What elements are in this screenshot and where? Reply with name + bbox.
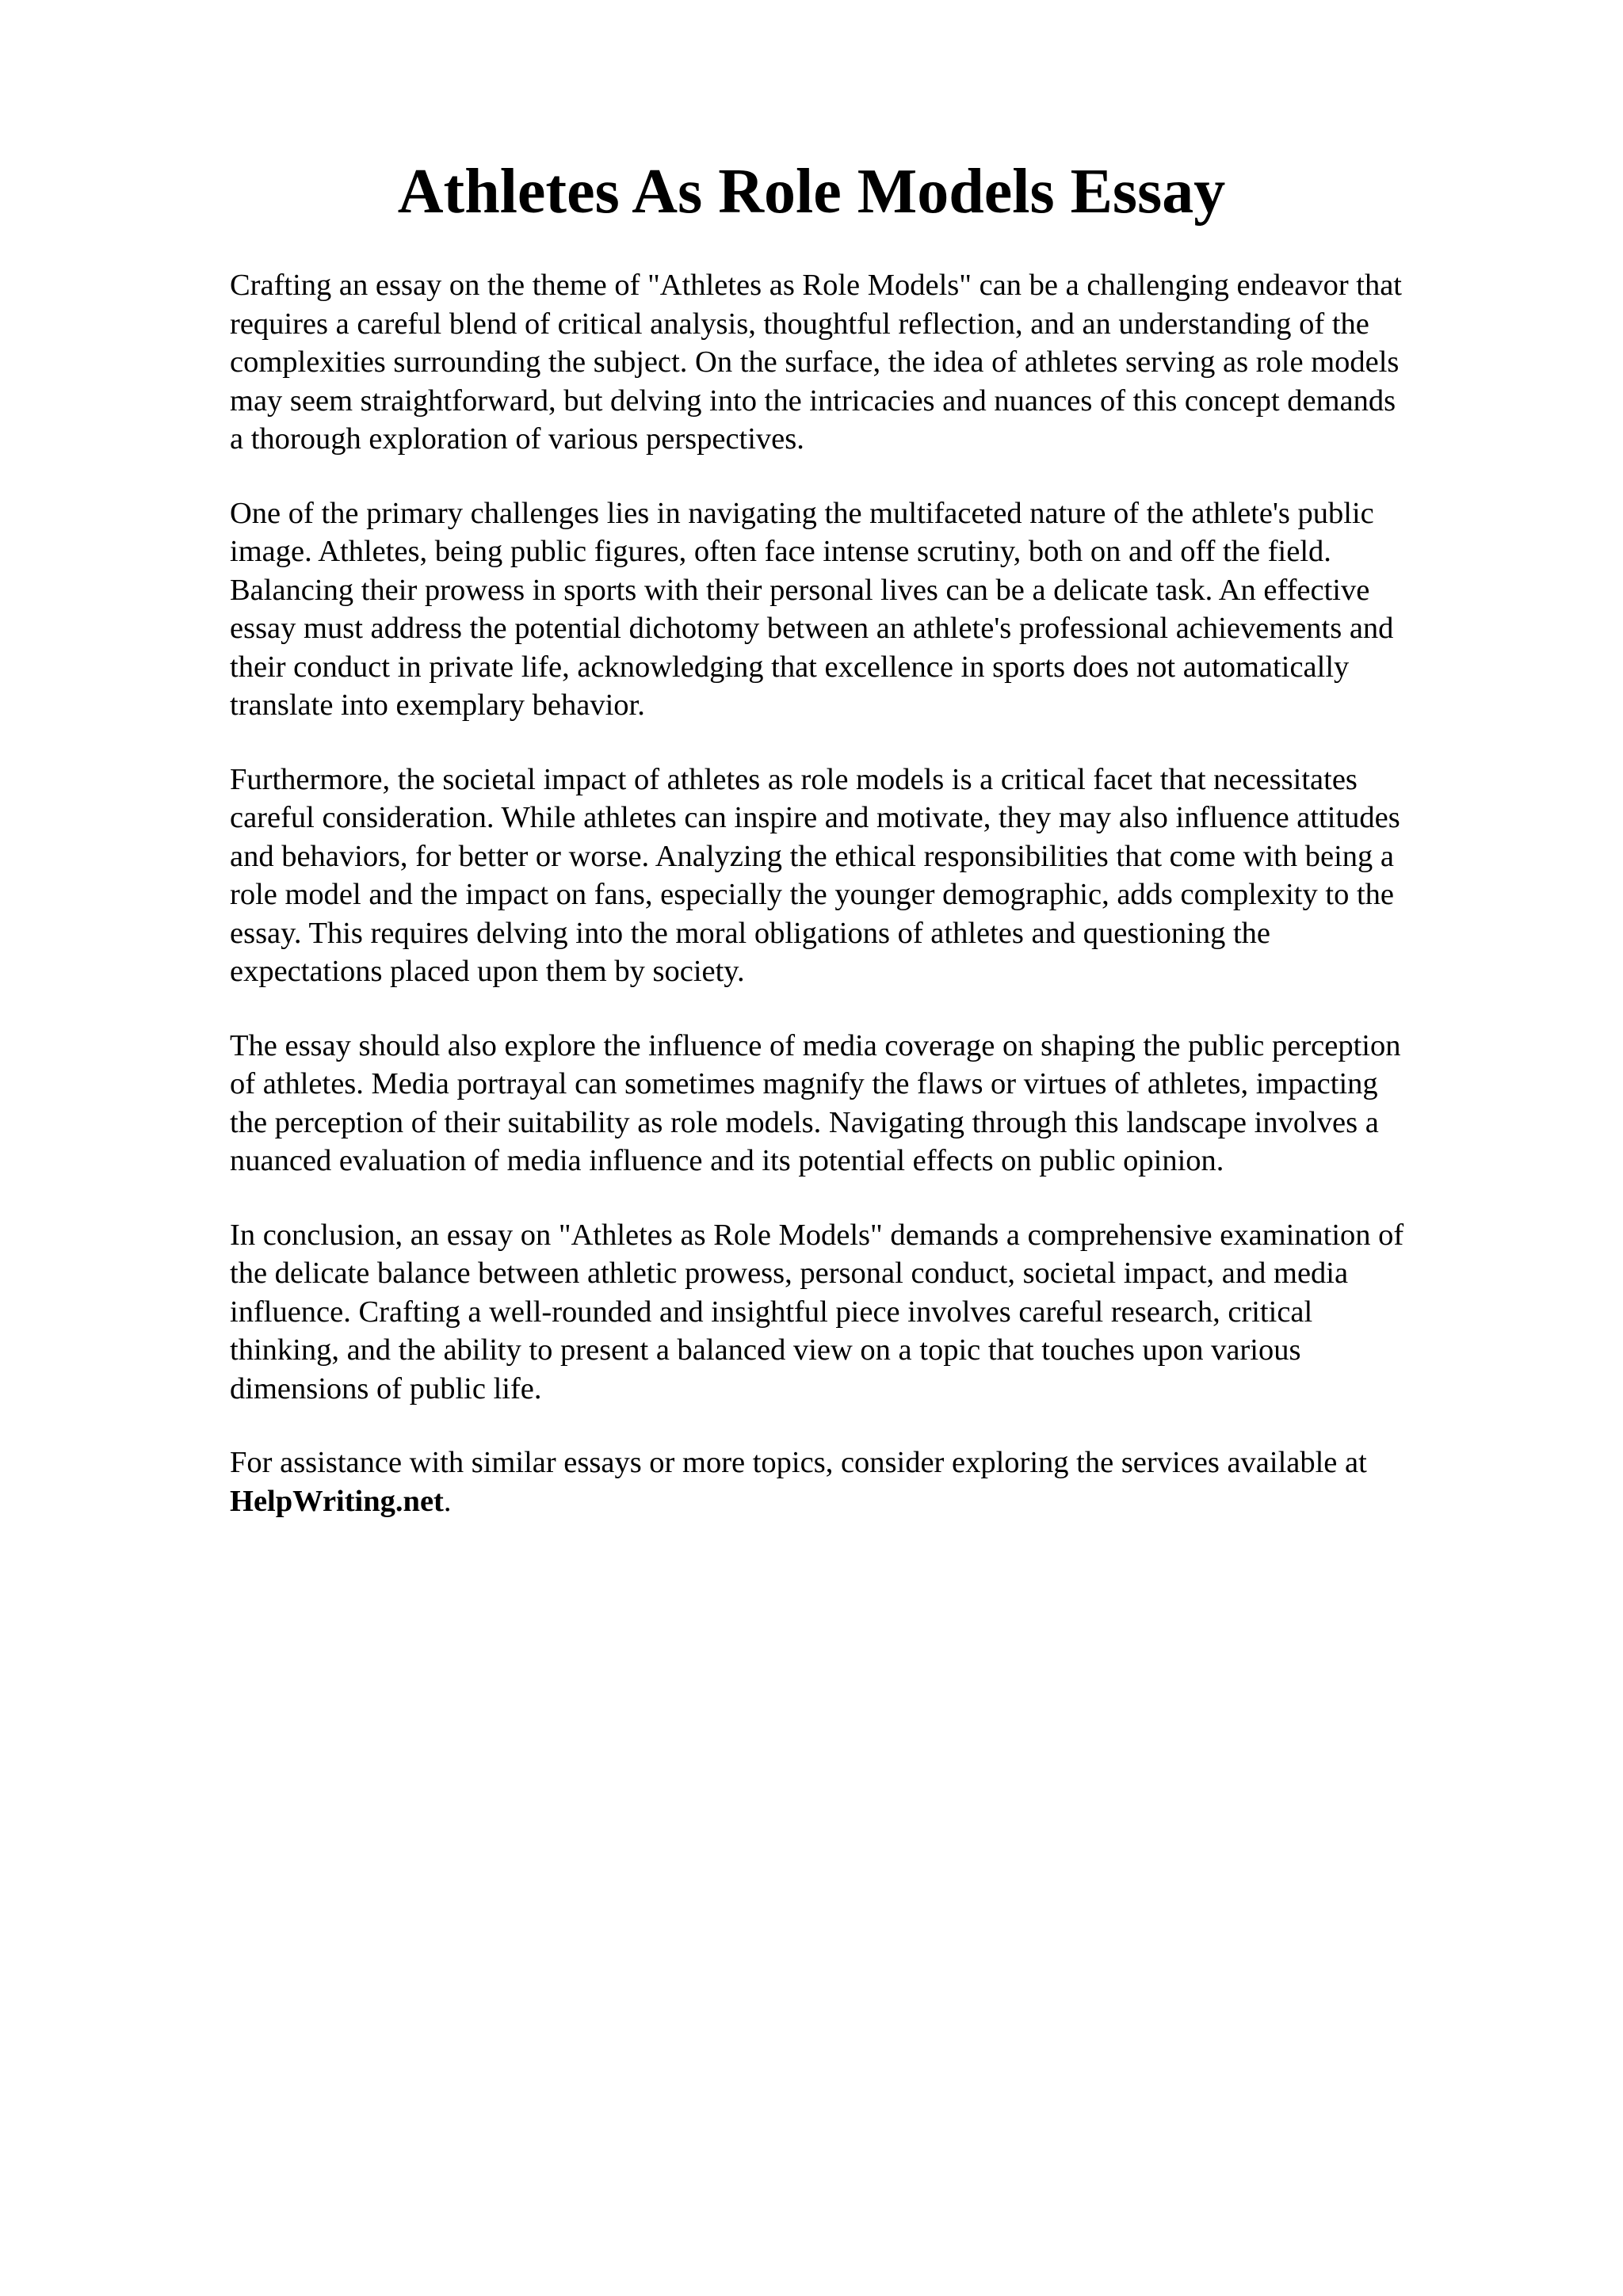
closing-period: .	[443, 1484, 452, 1518]
paragraph-line: translate into exemplary behavior.	[230, 688, 645, 722]
paragraph-line: influence. Crafting a well-rounded and insightful piece involves careful research, critical	[230, 1295, 1313, 1329]
closing-line: For assistance with similar essays or more topics, consider exploring the services available at	[230, 1446, 1367, 1479]
paragraph-line: expectations placed upon them by society.	[230, 955, 745, 988]
closing-link-line	[230, 1482, 1514, 1521]
paragraph-line: The essay should also explore the influence of media coverage on shaping the public perception	[230, 1028, 1401, 1062]
paragraph-1	[230, 266, 1514, 459]
paragraph-line: requires a careful blend of critical analysis, thoughtful reflection, and an understanding of the	[230, 307, 1369, 341]
paragraph-line: complexities surrounding the subject. On the surface, the idea of athletes serving as role models	[230, 345, 1400, 379]
paragraph-line: of athletes. Media portrayal can sometimes magnify the flaws or virtues of athletes, impacting	[230, 1067, 1378, 1100]
paragraph-line: essay must address the potential dichotomy between an athlete's professional achievements and	[230, 612, 1394, 645]
paragraph-4	[230, 1027, 1514, 1180]
paragraph-line: thinking, and the ability to present a balanced view on a topic that touches upon various	[230, 1333, 1301, 1367]
paragraph-line: Furthermore, the societal impact of athletes as role models is a critical facet that necessitates	[230, 762, 1358, 796]
helpwriting-link[interactable]: HelpWriting.net	[230, 1484, 444, 1518]
paragraph-line: essay. This requires delving into the moral obligations of athletes and questioning the	[230, 916, 1271, 950]
paragraph-line: the delicate balance between athletic prowess, personal conduct, societal impact, and media	[230, 1257, 1349, 1290]
paragraph-line: their conduct in private life, acknowledging that excellence in sports does not automatically	[230, 650, 1350, 684]
paragraph-3	[230, 761, 1514, 991]
paragraph-line: nuanced evaluation of media influence and its potential effects on public opinion.	[230, 1144, 1224, 1177]
paragraph-5	[230, 1216, 1514, 1409]
page-title: Athletes As Role Models Essay	[397, 157, 1226, 227]
paragraph-line: One of the primary challenges lies in navigating the multifaceted nature of the athlete's public	[230, 496, 1374, 530]
paragraph-line: careful consideration. While athletes can inspire and motivate, they may also influence attitudes	[230, 801, 1400, 834]
paragraph-line: the perception of their suitability as role models. Navigating through this landscape involves a	[230, 1105, 1379, 1139]
paragraph-line: In conclusion, an essay on "Athletes as Role Models" demands a comprehensive examination of	[230, 1218, 1404, 1252]
closing-paragraph	[230, 1444, 1514, 1520]
paragraph-line: image. Athletes, being public figures, often face intense scrutiny, both on and off the field.	[230, 535, 1331, 568]
paragraph-line: may seem straightforward, but delving into the intricacies and nuances of this concept demands	[230, 383, 1396, 418]
essay-body	[230, 266, 1514, 1556]
paragraph-2	[230, 494, 1514, 725]
paragraph-line: Crafting an essay on the theme of "Athletes as Role Models" can be a challenging endeavor that	[230, 269, 1402, 302]
paragraph-line: Balancing their prowess in sports with their personal lives can be a delicate task. An effective	[230, 573, 1370, 607]
paragraph-line: a thorough exploration of various perspectives.	[230, 422, 804, 456]
paragraph-line: and behaviors, for better or worse. Analyzing the ethical responsibilities that come with being a	[230, 839, 1394, 873]
paragraph-line: role model and the impact on fans, especially the younger demographic, adds complexity to the	[230, 878, 1394, 911]
paragraph-line: dimensions of public life.	[230, 1371, 542, 1405]
